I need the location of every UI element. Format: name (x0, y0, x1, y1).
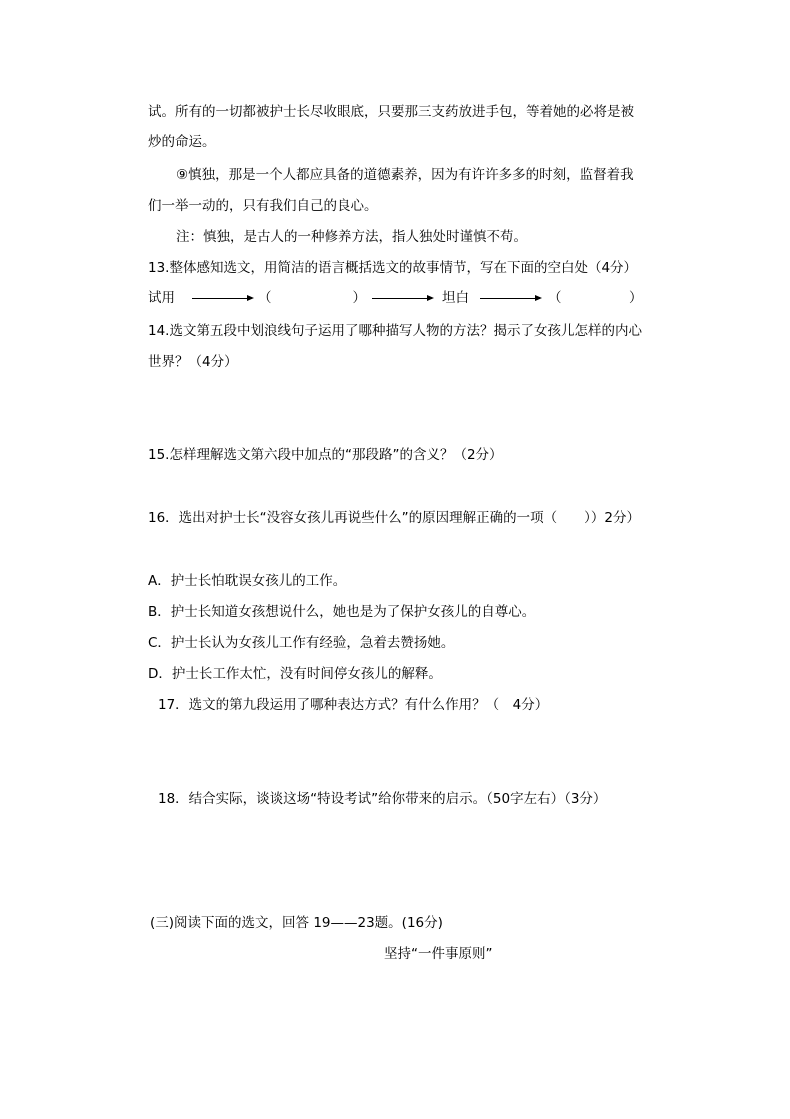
arrow-icon (192, 298, 252, 299)
flow-step-confess: 坦白 (442, 290, 469, 306)
article-title: 坚持“一件事原则” (384, 946, 493, 962)
option-d[interactable]: D．护士长工作太忙，没有时间停女孩儿的解释。 (148, 666, 442, 682)
arrow-icon (480, 298, 540, 299)
passage-line: 试。所有的一切都被护士长尽收眼底，只要那三支药放进手包，等着她的必将是被 (148, 104, 634, 120)
flow-blank-1[interactable]: （ ） (258, 290, 366, 306)
section-3-heading: (三)阅读下面的选文，回答 19——23题。(16分) (150, 915, 443, 931)
passage-line: 们一举一动的，只有我们自己的良心。 (148, 198, 378, 214)
option-b[interactable]: B．护士长知道女孩想说什么，她也是为了保护女孩儿的自尊心。 (148, 604, 536, 620)
option-c[interactable]: C．护士长认为女孩儿工作有经验，急着去赞扬她。 (148, 635, 455, 651)
flow-blank-2[interactable]: （ ） (548, 290, 643, 306)
question-14-cont: 世界？（4分） (148, 354, 238, 370)
question-13: 13.整体感知选文，用简洁的语言概括选文的故事情节，写在下面的空白处（4分） (148, 260, 638, 276)
question-15: 15.怎样理解选文第六段中加点的“那段路”的含义？（2分） (148, 447, 503, 463)
passage-paragraph-9: ⑨慎独，那是一个人都应具备的道德素养，因为有许许多多的时刻，监督着我 (176, 167, 634, 183)
question-14: 14.选文第五段中划浪线句子运用了哪种描写人物的方法？揭示了女孩儿怎样的内心 (148, 323, 642, 339)
passage-line: 炒的命运。 (148, 134, 216, 150)
flow-step-trial: 试用 (148, 290, 175, 306)
plot-flow-diagram (148, 289, 668, 307)
question-18: 18．结合实际，谈谈这场“特设考试”给你带来的启示。（50字左右）（3分） (158, 791, 607, 807)
arrow-icon (372, 298, 432, 299)
question-16: 16．选出对护士长“没容女孩儿再说些什么”的原因理解正确的一项（ ））2分） (148, 510, 641, 526)
question-17: 17．选文的第九段运用了哪种表达方式？有什么作用？（ 4分） (158, 697, 549, 713)
option-a[interactable]: A．护士长怕耽误女孩儿的工作。 (148, 573, 347, 589)
passage-note: 注：慎独，是古人的一种修养方法，指人独处时谨慎不苟。 (176, 229, 527, 245)
